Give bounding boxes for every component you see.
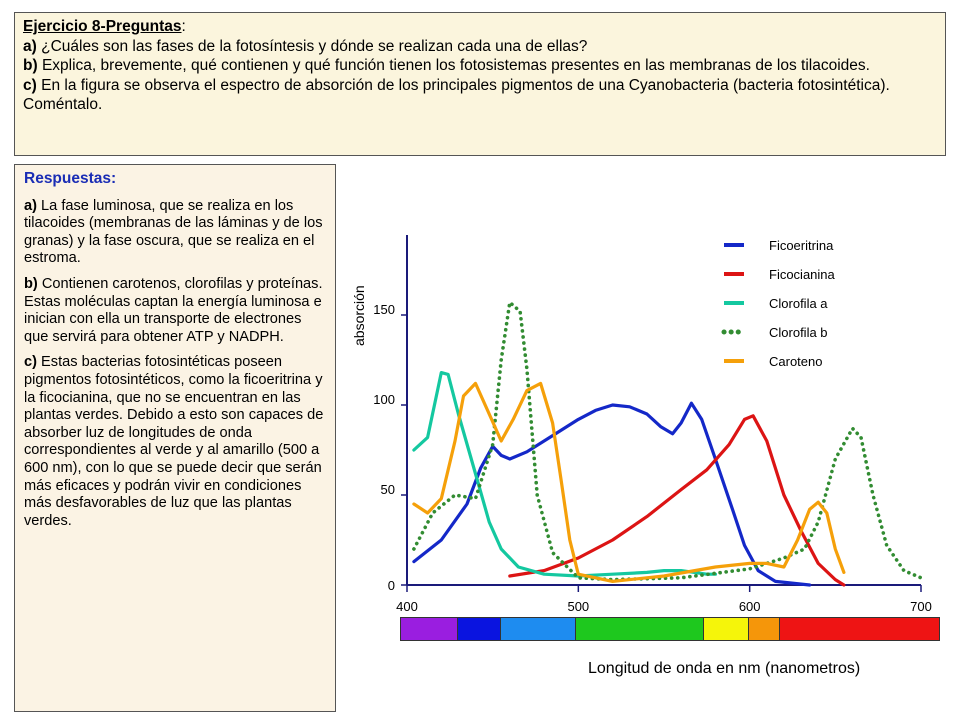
spectrum-segment: [780, 618, 939, 640]
legend-label: Clorofila a: [769, 296, 828, 311]
question-b: [23, 56, 937, 76]
spectrum-segment: [501, 618, 577, 640]
exercise-title-colon: :: [181, 18, 186, 35]
answer-c: [24, 354, 326, 530]
answer-a-label: a): [24, 197, 37, 214]
question-b-text: Explica, brevemente, qué contienen y qué función tienen los fotosistemas presentes en las membranas de los tilacoides.: [41, 57, 870, 74]
spectrum-segment: [576, 618, 704, 640]
y-tick-label: 0: [387, 578, 395, 593]
answers-panel: [14, 164, 336, 712]
answer-a: [24, 198, 326, 268]
exercise-title: Ejercicio 8-Preguntas: [23, 18, 182, 35]
legend-label: Clorofila b: [769, 325, 828, 340]
series-line-clorofila-a: [414, 373, 716, 576]
questions-panel: [14, 12, 946, 156]
spectrum-segment: [749, 618, 780, 640]
answer-b-label: b): [24, 275, 38, 292]
chart-axes: [351, 235, 932, 614]
series-line-ficocianina: [510, 416, 844, 585]
x-tick-label: 700: [910, 599, 932, 614]
answer-a-text: La fase luminosa, que se realiza en los tilacoides (membranas de las láminas y de los granas) y la fase oscura, que se realiza en el estroma.: [24, 197, 323, 267]
question-c-label: c): [23, 76, 37, 94]
legend-label: Ficoeritrina: [769, 238, 834, 253]
chart-series: [414, 302, 921, 585]
legend-label: Caroteno: [769, 354, 823, 369]
y-tick-label: 50: [380, 482, 395, 497]
question-c: [23, 76, 937, 115]
answer-c-text: Estas bacterias fotosintéticas poseen pigmentos fotosintéticos, como la ficoeritrina y la ficocianina, que no se encuentran en las plantas verdes. Debido a esto son capaces de absorber luz de longitudes de onda correspondientes al verde y al amarillo (500 a 600 nm), con lo que se puede decir que serán más eficaces y podrán vivir en condiciones más desfavorables de luz que las plantas verdes.: [24, 354, 324, 529]
exercise-title-line: [23, 17, 937, 37]
x-tick-label: 400: [396, 599, 418, 614]
question-a: [23, 37, 937, 57]
answers-heading: Respuestas:: [24, 170, 117, 187]
y-axis-label: absorción: [351, 285, 367, 346]
series-line-ficoeritrina: [414, 403, 810, 585]
y-tick-label: 100: [373, 392, 395, 407]
question-b-label: b): [23, 57, 38, 74]
light-spectrum-bar: [400, 617, 940, 641]
series-line-clorofila-b: [414, 302, 921, 579]
x-axis-label: Longitud de onda en nm (nanometros): [588, 660, 861, 677]
spectrum-segment: [704, 618, 749, 640]
spectrum-segment: [401, 618, 458, 640]
absorption-chart: [340, 200, 950, 615]
x-tick-label: 500: [567, 599, 590, 614]
chart-legend: [724, 238, 836, 369]
answer-b-text: Contienen carotenos, clorofilas y proteínas. Estas moléculas captan la energía luminosa e inician con ella un transporte de electrones que servirá para obtener ATP y NADPH.: [24, 275, 323, 345]
answer-c-label: c): [24, 354, 37, 371]
x-tick-label: 600: [738, 599, 761, 614]
question-a-label: a): [23, 37, 37, 55]
question-c-text: En la figura se observa el espectro de absorción de los principales pigmentos de una Cyanobacteria (bacteria fotosintética). Coméntalo.: [23, 76, 890, 113]
y-tick-label: 150: [373, 302, 395, 317]
legend-label: Ficocianina: [769, 267, 835, 282]
answer-b: [24, 276, 326, 346]
question-a-text: ¿Cuáles son las fases de la fotosíntesis y dónde se realizan cada una de ellas?: [41, 37, 588, 55]
spectrum-segment: [458, 618, 501, 640]
